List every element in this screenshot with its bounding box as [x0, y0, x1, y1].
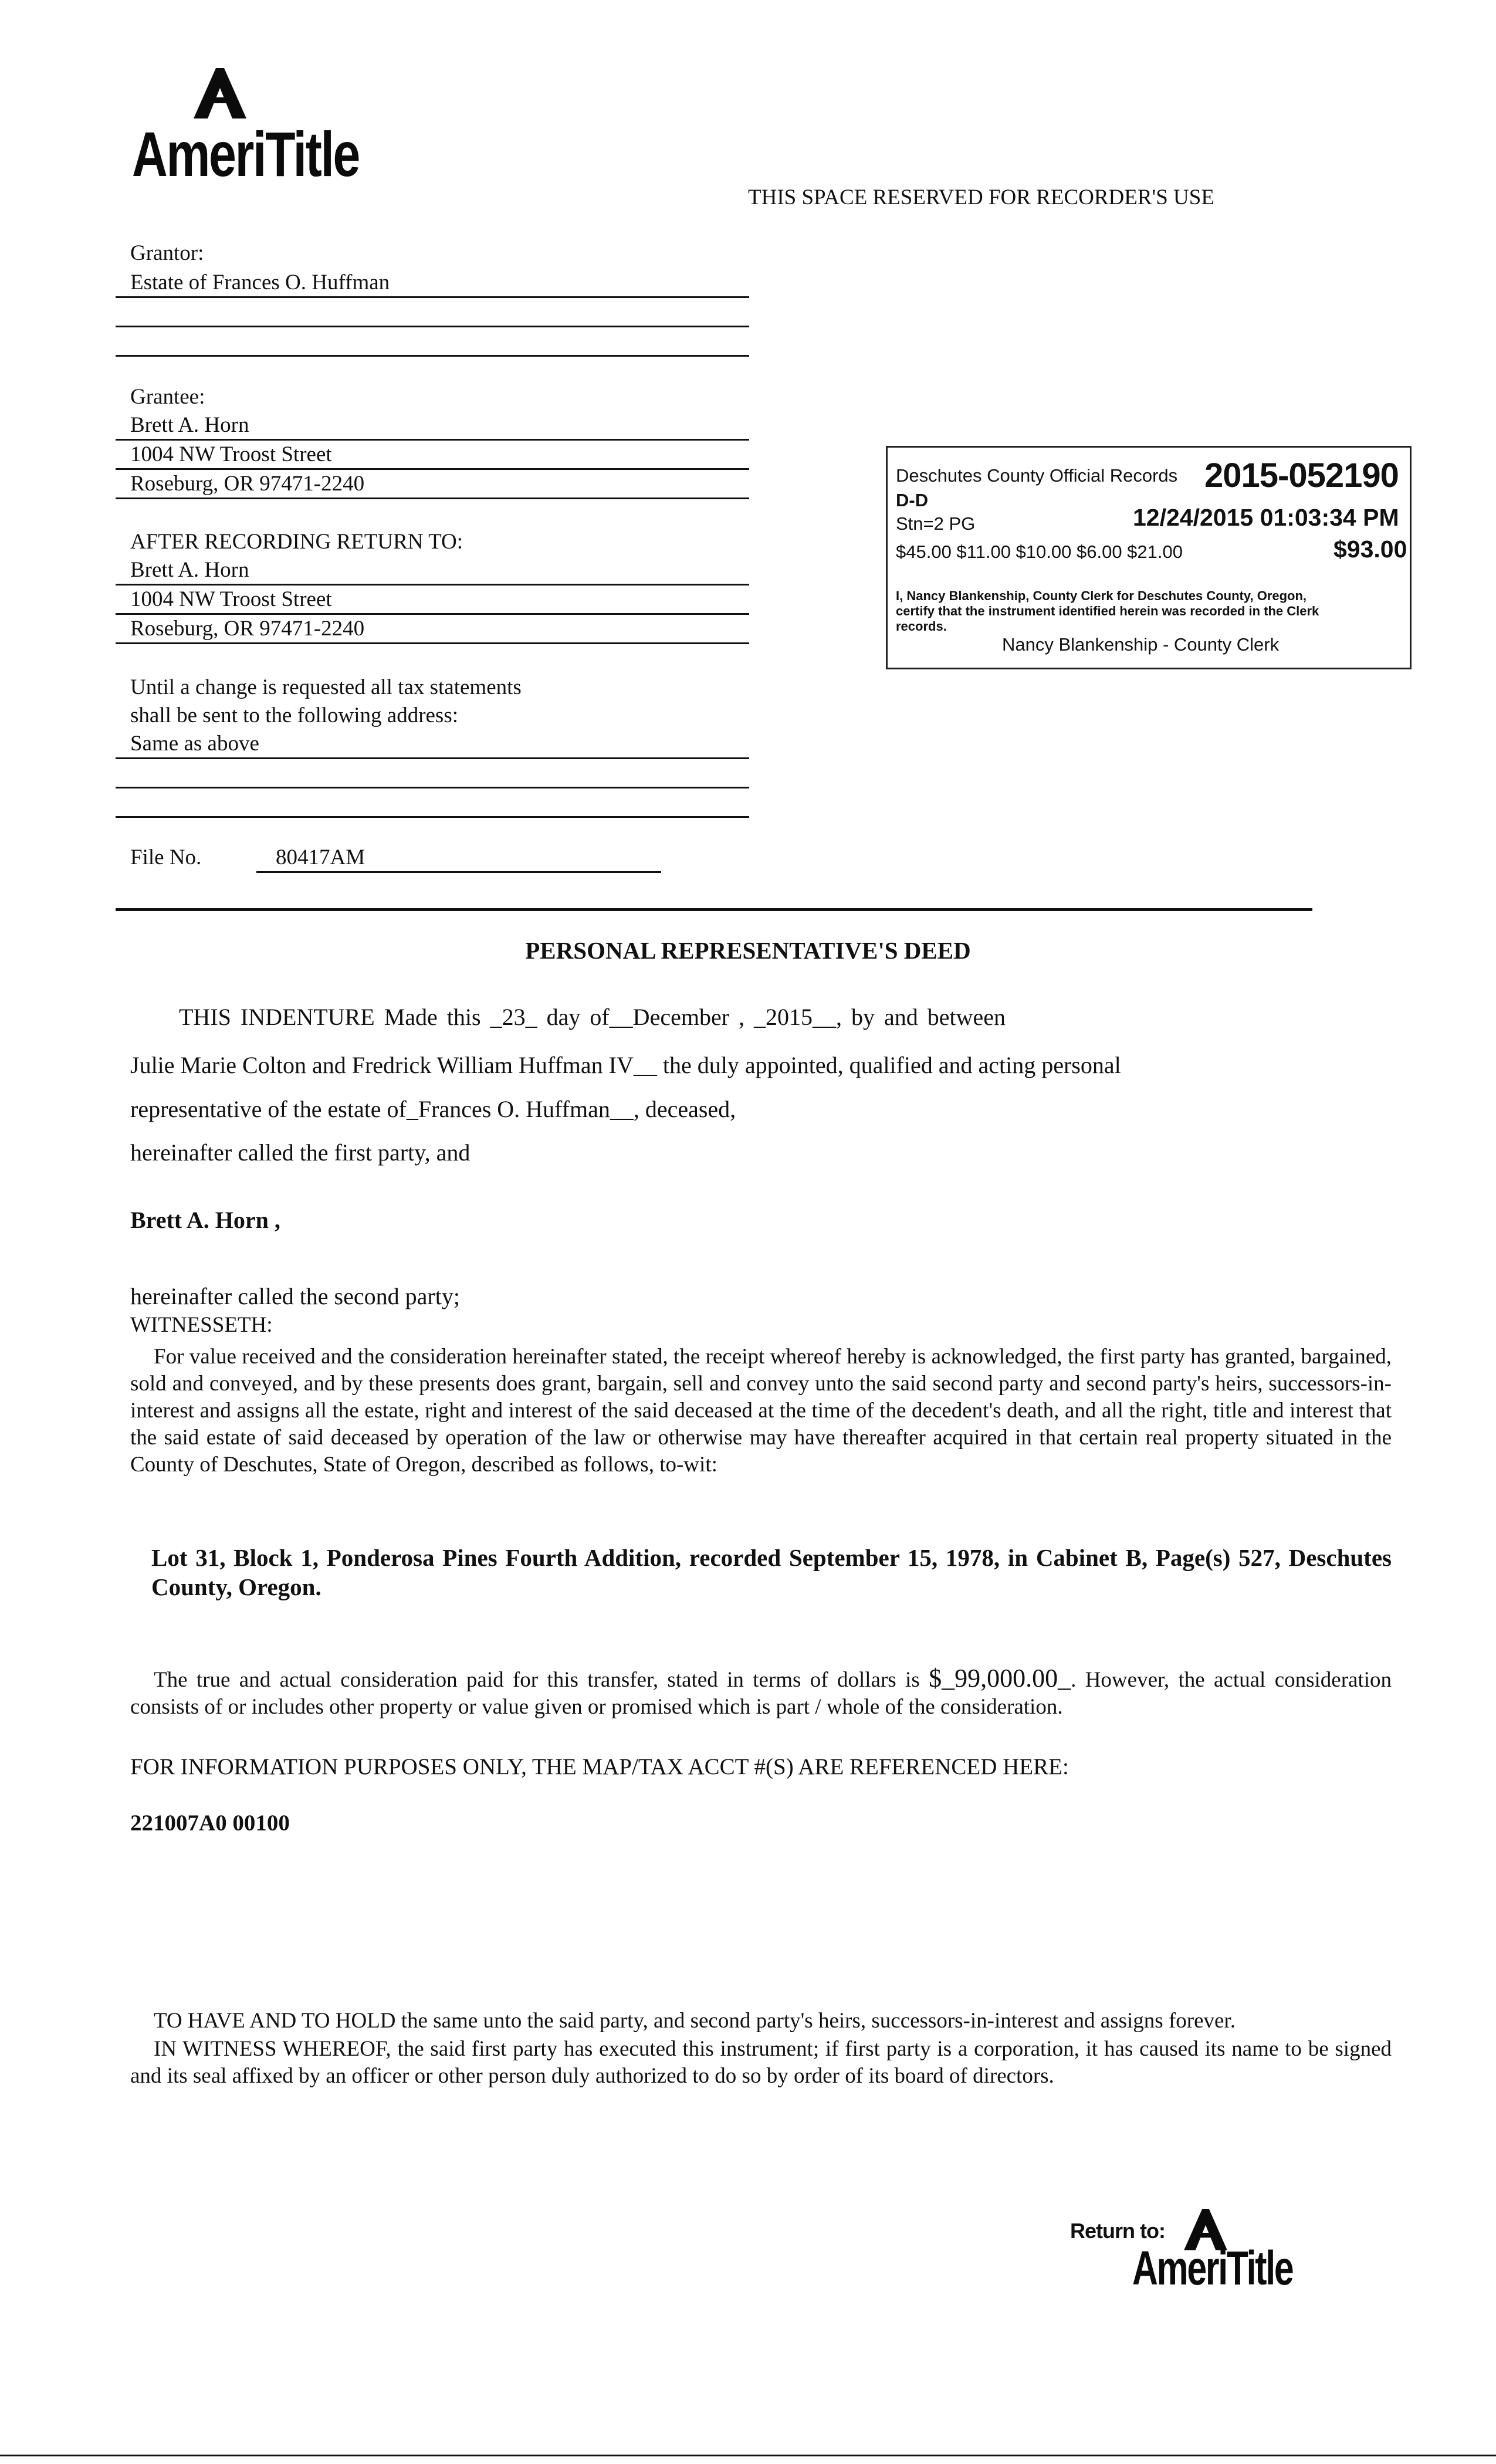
second-party-line: hereinafter called the second party;	[130, 1283, 460, 1309]
witness-clause	[130, 2036, 1392, 2090]
return-to-footer-label: Return to:	[1070, 2219, 1165, 2243]
grantee-rule-2	[116, 468, 749, 470]
consideration-suffix: . However, the actual consideration consists of or includes other property or value given or promised which is part / whole of the consideration.	[130, 1668, 1392, 1719]
first-party-line: hereinafter called the first party, and	[130, 1139, 471, 1166]
conveyance-text: For value received and the consideration hereinafter stated, the receipt whereof hereby is acknowledged, the first party has granted, bargained, sold and conveyed, and by these presents does grant, bargain, sell and convey unto the said second party and second party's heirs, successors-in-interest and assigns all the estate, right and interest of the said deceased at the time of the decedent's death, and all the right, title and interest that the said estate of said deceased by operation of the law or otherwise may have thereafter acquired in that certain real property situated in the County of Deschutes, State of Oregon, described as follows, to-wit:	[130, 1345, 1392, 1477]
tax-line-1: Until a change is requested all tax statements	[130, 675, 522, 699]
conveyance-paragraph	[130, 1343, 1392, 1478]
grantee-rule-1	[116, 439, 749, 441]
stamp-cert-line-1: I, Nancy Blankenship, County Clerk for Deschutes County, Oregon,	[896, 588, 1307, 603]
return-to-street: 1004 NW Troost Street	[130, 587, 332, 611]
header-divider	[116, 908, 1312, 911]
grantor-blank-rule-2	[116, 355, 749, 357]
grantor-rule	[116, 296, 749, 298]
consideration-amount: $_99,000.00_	[929, 1664, 1071, 1693]
grantor-blank-rule-1	[116, 326, 749, 327]
stamp-office: Deschutes County Official Records	[896, 465, 1178, 486]
return-to-block	[1068, 2206, 1373, 2306]
tax-line-2: shall be sent to the following address:	[130, 703, 459, 727]
return-to-rule-2	[116, 613, 749, 615]
closing-paragraph	[130, 2008, 1392, 2035]
consideration-prefix: The true and actual consideration paid for this transfer, stated in terms of dollars is	[154, 1668, 920, 1692]
grantor-name: Estate of Frances O. Huffman	[130, 270, 390, 295]
map-tax-label: FOR INFORMATION PURPOSES ONLY, THE MAP/TAX ACCT #(S) ARE REFERENCED HERE:	[130, 1754, 1069, 1779]
deed-title: PERSONAL REPRESENTATIVE'S DEED	[525, 937, 971, 964]
witness-clause-text: IN WITNESS WHEREOF, the said first party has executed this instrument; if first party is a corporation, it has caused its name to be signed and its seal affixed by an officer or other person duly authorized to do so by order of its board of directors.	[130, 2037, 1392, 2088]
witnesseth-label: WITNESSETH:	[130, 1313, 273, 1337]
grantee-rule-3	[116, 497, 749, 499]
legal-description	[151, 1543, 1392, 1602]
grantee-name: Brett A. Horn	[130, 413, 249, 437]
stamp-datetime: 12/24/2015 01:03:34 PM	[1133, 504, 1399, 531]
stamp-cert-line-2: certify that the instrument identified herein was recorded in the Clerk	[896, 604, 1319, 618]
legal-description-text: Lot 31, Block 1, Ponderosa Pines Fourth Addition, recorded September 15, 1978, in Cabinet B, Page(s) 527, Deschutes County, Oregon.	[151, 1544, 1392, 1600]
return-to-label: AFTER RECORDING RETURN TO:	[130, 530, 463, 554]
indenture-line: THIS INDENTURE Made this _23_ day of__December , _2015__, by and between	[179, 1004, 1006, 1030]
footer-rule	[0, 2455, 1496, 2456]
second-party-name: Brett A. Horn ,	[130, 1207, 280, 1233]
return-to-rule-1	[116, 584, 749, 585]
stamp-cert-line-3: records.	[896, 619, 947, 634]
habendum-text: TO HAVE AND TO HOLD the same unto the said party, and second party's heirs, successors-in-interest and assigns forever.	[154, 2009, 1236, 2033]
representatives-line: Julie Marie Colton and Fredrick William Huffman IV__ the duly appointed, qualified and acting personal	[130, 1052, 1121, 1078]
file-number-label: File No.	[130, 845, 202, 869]
file-number-rule	[256, 871, 661, 873]
grantor-label: Grantor:	[130, 241, 204, 265]
ameritite-logo-text: AmeriTitle	[132, 119, 360, 189]
return-to-city: Roseburg, OR 97471-2240	[130, 617, 365, 641]
stamp-station: Stn=2 PG	[896, 513, 976, 534]
stamp-doc-type: D-D	[896, 490, 929, 510]
estate-line: representative of the estate of_Frances O. Huffman__, deceased,	[130, 1096, 736, 1122]
grantee-street: 1004 NW Troost Street	[130, 442, 332, 466]
stamp-clerk: Nancy Blankenship - County Clerk	[1002, 634, 1280, 655]
tax-rule-1	[116, 757, 749, 759]
stamp-total: $93.00	[1333, 536, 1407, 563]
tax-address: Same as above	[130, 732, 259, 756]
return-to-name: Brett A. Horn	[130, 558, 249, 582]
grantee-label: Grantee:	[130, 385, 205, 409]
tax-rule-3	[116, 816, 749, 818]
consideration-paragraph	[130, 1665, 1392, 1721]
recorder-space-note: THIS SPACE RESERVED FOR RECORDER'S USE	[748, 185, 1214, 209]
footer-logo-text: AmeriTitle	[1132, 2242, 1293, 2295]
tax-rule-2	[116, 787, 749, 788]
recording-stamp	[886, 446, 1412, 669]
ameritite-logo-icon	[188, 65, 252, 120]
ameritite-logo	[132, 65, 414, 194]
stamp-record-number: 2015-052190	[1204, 456, 1399, 495]
return-to-rule-3	[116, 642, 749, 644]
file-number: 80417AM	[276, 845, 365, 869]
grantee-city: Roseburg, OR 97471-2240	[130, 472, 365, 496]
stamp-fees: $45.00 $11.00 $10.00 $6.00 $21.00	[896, 541, 1183, 562]
map-tax-number: 221007A0 00100	[130, 1810, 290, 1836]
